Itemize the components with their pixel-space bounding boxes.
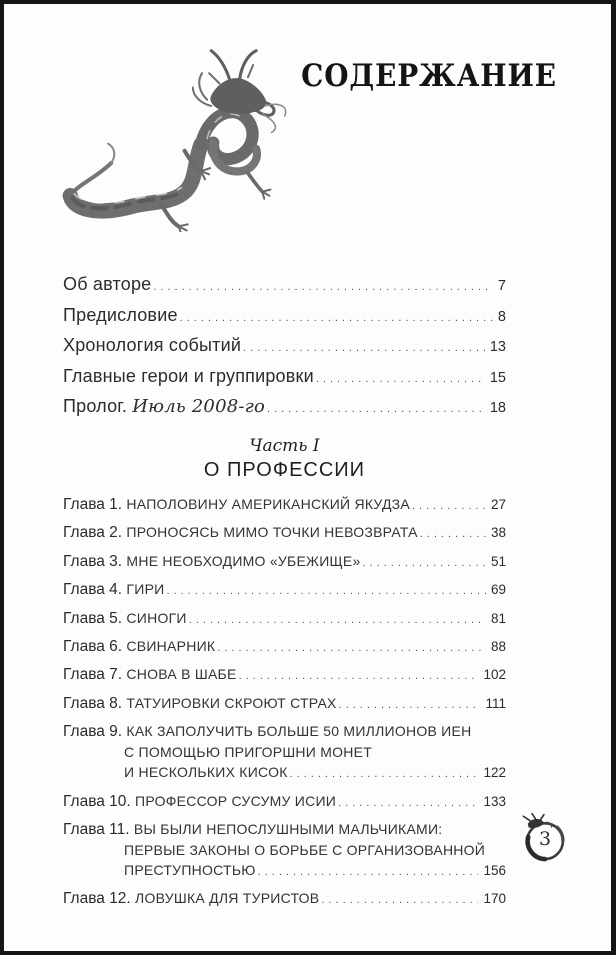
chapter-number: Глава 11. xyxy=(63,820,134,838)
chapter-list xyxy=(63,494,506,917)
chapter-number: Глава 5. xyxy=(63,609,127,627)
dot-leader xyxy=(321,889,478,910)
toc-entry xyxy=(63,664,506,686)
dot-leader xyxy=(153,277,493,295)
toc-entry xyxy=(63,693,506,715)
toc-entry-label-italic: Июль 2008-го xyxy=(132,396,266,418)
dot-leader xyxy=(267,399,485,417)
toc-entry-label: Пролог. Июль 2008-го xyxy=(63,396,266,418)
dot-leader xyxy=(363,552,486,573)
toc-entry-page: 15 xyxy=(489,369,506,386)
chapter-number: Глава 7. xyxy=(63,666,127,684)
chapter-title: ГИРИ xyxy=(126,581,165,598)
chapter-page: 170 xyxy=(483,891,506,907)
chapter-page: 156 xyxy=(483,862,506,878)
chapter-title: ВЫ БЫЛИ НЕПОСЛУШНЫМИ МАЛЬЧИКАМИ: xyxy=(133,820,443,837)
toc-entry xyxy=(63,366,506,397)
part-number: Часть I xyxy=(249,436,320,456)
chapter-number: Глава 4. xyxy=(63,581,127,599)
page-number-emblem xyxy=(519,813,571,867)
page-number: 3 xyxy=(538,828,552,850)
toc-entry xyxy=(63,888,506,910)
toc-entry-page: 18 xyxy=(489,400,506,417)
chapter-page: 51 xyxy=(490,553,506,569)
chapter-page: 81 xyxy=(490,610,506,626)
dot-leader xyxy=(316,369,485,387)
toc-entry xyxy=(63,305,506,336)
chapter-title: ПРОНОСЯСЬ МИМО ТОЧКИ НЕВОЗВРАТА xyxy=(126,524,418,541)
toc-entry-line xyxy=(63,840,506,860)
toc-entry xyxy=(63,636,506,658)
toc-entry xyxy=(63,274,506,305)
toc-entry-line xyxy=(63,579,506,601)
toc-entry-label: Главные герои и группировки xyxy=(63,365,314,386)
chapter-title: ЛОВУШКА ДЛЯ ТУРИСТОВ xyxy=(135,890,320,907)
toc-entry xyxy=(63,608,506,630)
chapter-title: МНЕ НЕОБХОДИМО «УБЕЖИЩЕ» xyxy=(126,552,361,569)
chapter-number: Глава 9. xyxy=(63,723,127,741)
chapter-page: 69 xyxy=(490,582,506,598)
toc-entry xyxy=(63,335,506,366)
toc-entry-line xyxy=(63,551,506,573)
dot-leader xyxy=(339,694,481,715)
toc-entry-line xyxy=(63,791,506,813)
chapter-page: 38 xyxy=(490,525,506,541)
dot-leader xyxy=(180,308,493,326)
dot-leader xyxy=(258,861,479,882)
chapter-number: Глава 8. xyxy=(63,694,127,712)
dot-leader xyxy=(217,637,486,658)
toc-entry-line xyxy=(63,636,506,658)
chapter-page: 122 xyxy=(483,765,506,781)
part-title: О ПРОФЕССИИ xyxy=(203,459,366,481)
chapter-number: Глава 1. xyxy=(63,496,127,513)
chapter-number: Глава 2. xyxy=(63,524,127,542)
toc-entry-label: Об авторе xyxy=(63,274,152,294)
toc-entry xyxy=(63,791,506,813)
toc-entry-line xyxy=(63,664,506,686)
chapter-title: ТАТУИРОВКИ СКРОЮТ СТРАХ xyxy=(126,694,337,711)
toc-entry-label: Хронология событий xyxy=(63,335,242,356)
dragon-illustration xyxy=(58,42,298,232)
chapter-title: СВИНАРНИК xyxy=(126,637,216,654)
chapter-number: Глава 3. xyxy=(63,552,127,570)
toc-entry-label: Предисловие xyxy=(63,304,178,325)
chapter-page: 133 xyxy=(483,793,506,809)
toc-entry-page: 8 xyxy=(497,308,506,325)
toc-entry-page: 7 xyxy=(497,278,506,294)
dot-leader xyxy=(166,580,486,601)
toc-entry xyxy=(63,522,506,544)
front-matter-list xyxy=(63,274,506,427)
dot-leader xyxy=(412,495,486,516)
part-heading xyxy=(63,436,506,482)
toc-entry-line xyxy=(63,693,506,715)
chapter-page: 111 xyxy=(485,695,506,711)
dot-leader xyxy=(243,338,485,356)
toc-entry xyxy=(63,579,506,601)
toc-entry xyxy=(63,819,506,882)
dot-leader xyxy=(290,763,479,784)
toc-entry xyxy=(63,494,506,516)
chapter-title: ПЕРВЫЕ ЗАКОНЫ О БОРЬБЕ С ОРГАНИЗОВАННОЙ xyxy=(124,841,486,858)
toc-entry-page: 13 xyxy=(489,339,506,356)
chapter-page: 102 xyxy=(483,667,506,683)
toc-entry-line xyxy=(63,888,506,910)
toc-entry-line xyxy=(63,608,506,630)
page-title: СОДЕРЖАНИЕ xyxy=(301,58,557,94)
chapter-title: НАПОЛОВИНУ АМЕРИКАНСКИЙ ЯКУДЗА xyxy=(126,496,410,512)
dot-leader xyxy=(420,523,486,544)
chapter-title: С ПОМОЩЬЮ ПРИГОРШНИ МОНЕТ xyxy=(124,744,373,761)
toc-entry-line xyxy=(63,522,506,544)
chapter-page: 88 xyxy=(490,638,506,654)
toc-entry-line xyxy=(63,742,506,762)
chapter-number: Глава 10. xyxy=(63,792,136,810)
toc-entry xyxy=(63,396,506,427)
chapter-title: И НЕСКОЛЬКИХ КИСОК xyxy=(124,764,288,781)
chapter-title: СНОВА В ШАБЕ xyxy=(126,666,237,683)
dot-leader xyxy=(338,792,478,813)
dot-leader xyxy=(189,609,486,630)
toc-entry-line xyxy=(63,721,506,742)
toc-entry xyxy=(63,551,506,573)
toc-entry-line xyxy=(63,860,506,882)
chapter-title: ПРЕСТУПНОСТЬЮ xyxy=(124,861,256,878)
chapter-title: ПРОФЕССОР СУСУМУ ИСИИ xyxy=(135,792,337,809)
chapter-title: КАК ЗАПОЛУЧИТЬ БОЛЬШЕ 50 МИЛЛИОНОВ ИЕН xyxy=(126,723,472,740)
chapter-title: СИНОГИ xyxy=(126,609,187,626)
chapter-page: 27 xyxy=(490,497,506,512)
toc-entry xyxy=(63,721,506,784)
chapter-number: Глава 6. xyxy=(63,637,127,655)
chapter-number: Глава 12. xyxy=(63,890,136,908)
toc-entry-line xyxy=(63,494,506,516)
dot-leader xyxy=(239,665,479,686)
toc-entry-line xyxy=(63,819,506,840)
toc-entry-line xyxy=(63,762,506,784)
